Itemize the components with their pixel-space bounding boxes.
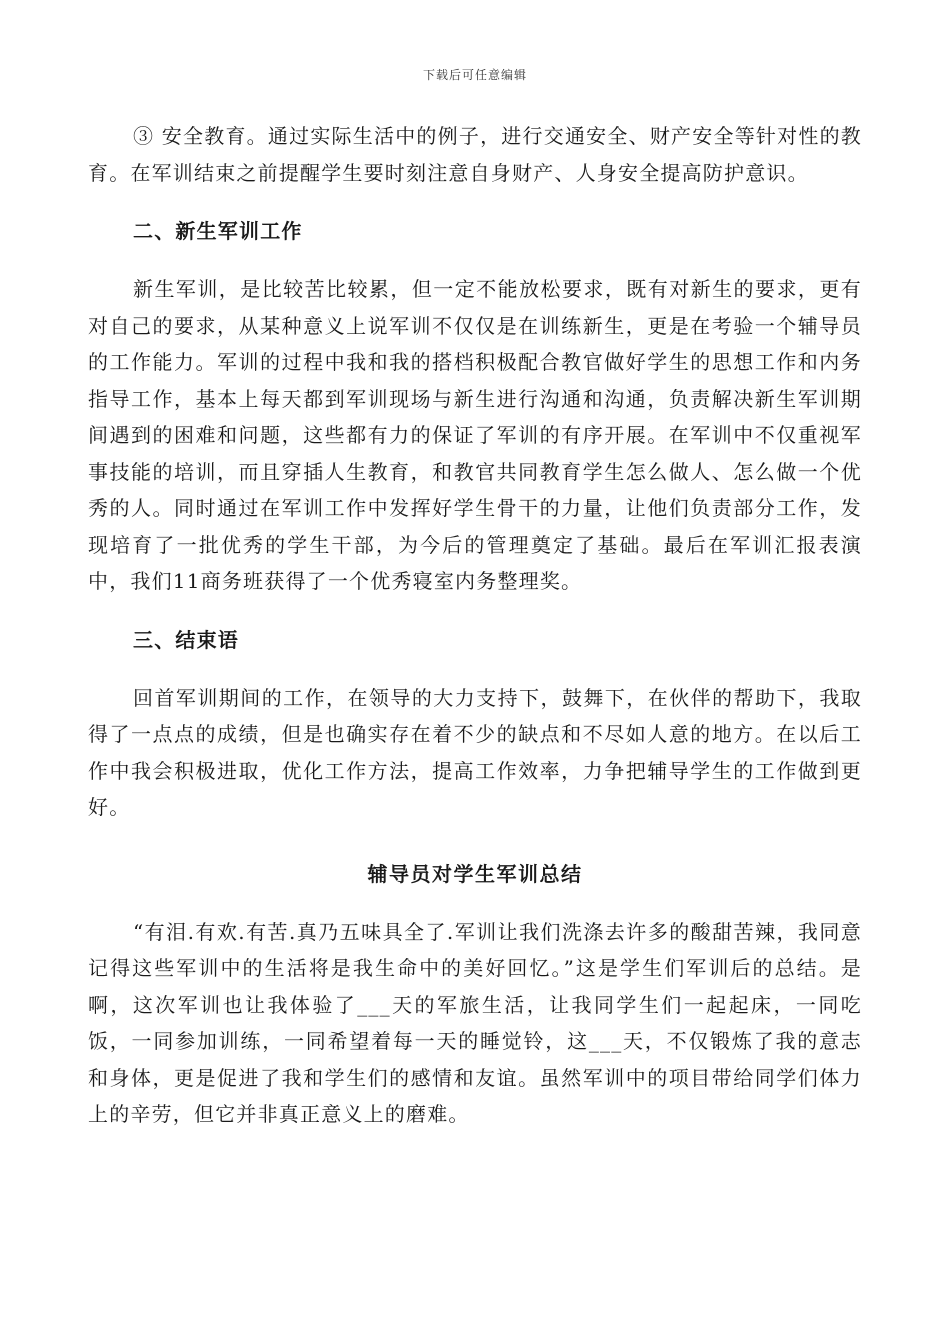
article-title: 辅导员对学生军训总结	[367, 861, 583, 886]
spacer	[88, 249, 862, 271]
paragraph-military-training: 新生军训，是比较苦比较累，但一定不能放松要求，既有对新生的要求，更有对自己的要求，从某种意义上说军训不仅仅是在训练新生，更是在考验一个辅导员的工作能力。军训的过程中我和我的搭档积极配合教官做好学生的思想工作和内务指导工作，基本上每天都到军训现场与新生进行沟通和沟通，负责解决新生军训期间遇到的困难和问题，这些都有力的保证了军训的有序开展。在军训中不仅重视军事技能的培训，而且穿插人生教育，和教官共同教育学生怎么做人、怎么做一个优秀的人。同时通过在军训工作中发挥好学生骨干的力量，让他们负责部分工作，发现培育了一批优秀的学生干部，为今后的管理奠定了基础。最后在军训汇报表演中，我们11商务班获得了一个优秀寝室内务整理奖。	[88, 277, 862, 593]
spacer	[88, 658, 862, 680]
spacer	[88, 191, 862, 213]
spacer	[88, 826, 862, 856]
paragraph-safety-education: ③ 安全教育。通过实际生活中的例子，进行交通安全、财产安全等针对性的教育。在军训结束之前提醒学生要时刻注意自身财产、人身安全提高防护意识。	[88, 124, 862, 185]
header-note: 下载后可任意编辑	[422, 68, 527, 82]
spacer	[88, 892, 862, 914]
document-body	[88, 118, 862, 1133]
section-heading-military-training: 二、新生军训工作	[133, 219, 303, 243]
section-heading-conclusion: 三、结束语	[133, 627, 239, 652]
paragraph-conclusion: 回首军训期间的工作，在领导的大力支持下，鼓舞下，在伙伴的帮助下，我取得了一点点的成绩，但是也确实存在着不少的缺点和不尽如人意的地方。在以后工作中我会积极进取，优化工作方法，提高工作效率，力争把辅导学生的工作做到更好。	[88, 685, 862, 819]
spacer	[88, 600, 862, 622]
paragraph-counselor-summary: “有泪.有欢.有苦.真乃五味具全了.军训让我们洗涤去许多的酸甜苦辣，我同意记得这些军训中的生活将是我生命中的美好回忆。”这是学生们军训后的总结。是啊，这次军训也让我体验了___天的军旅生活，让我同学生们一起起床，一同吃饭，一同参加训练，一同希望着每一天的睡觉铃，这___天，不仅锻炼了我的意志和身体，更是促进了我和学生们的感情和友谊。虽然军训中的项目带给同学们体力上的辛劳，但它并非真正意义上的磨难。	[88, 919, 862, 1126]
